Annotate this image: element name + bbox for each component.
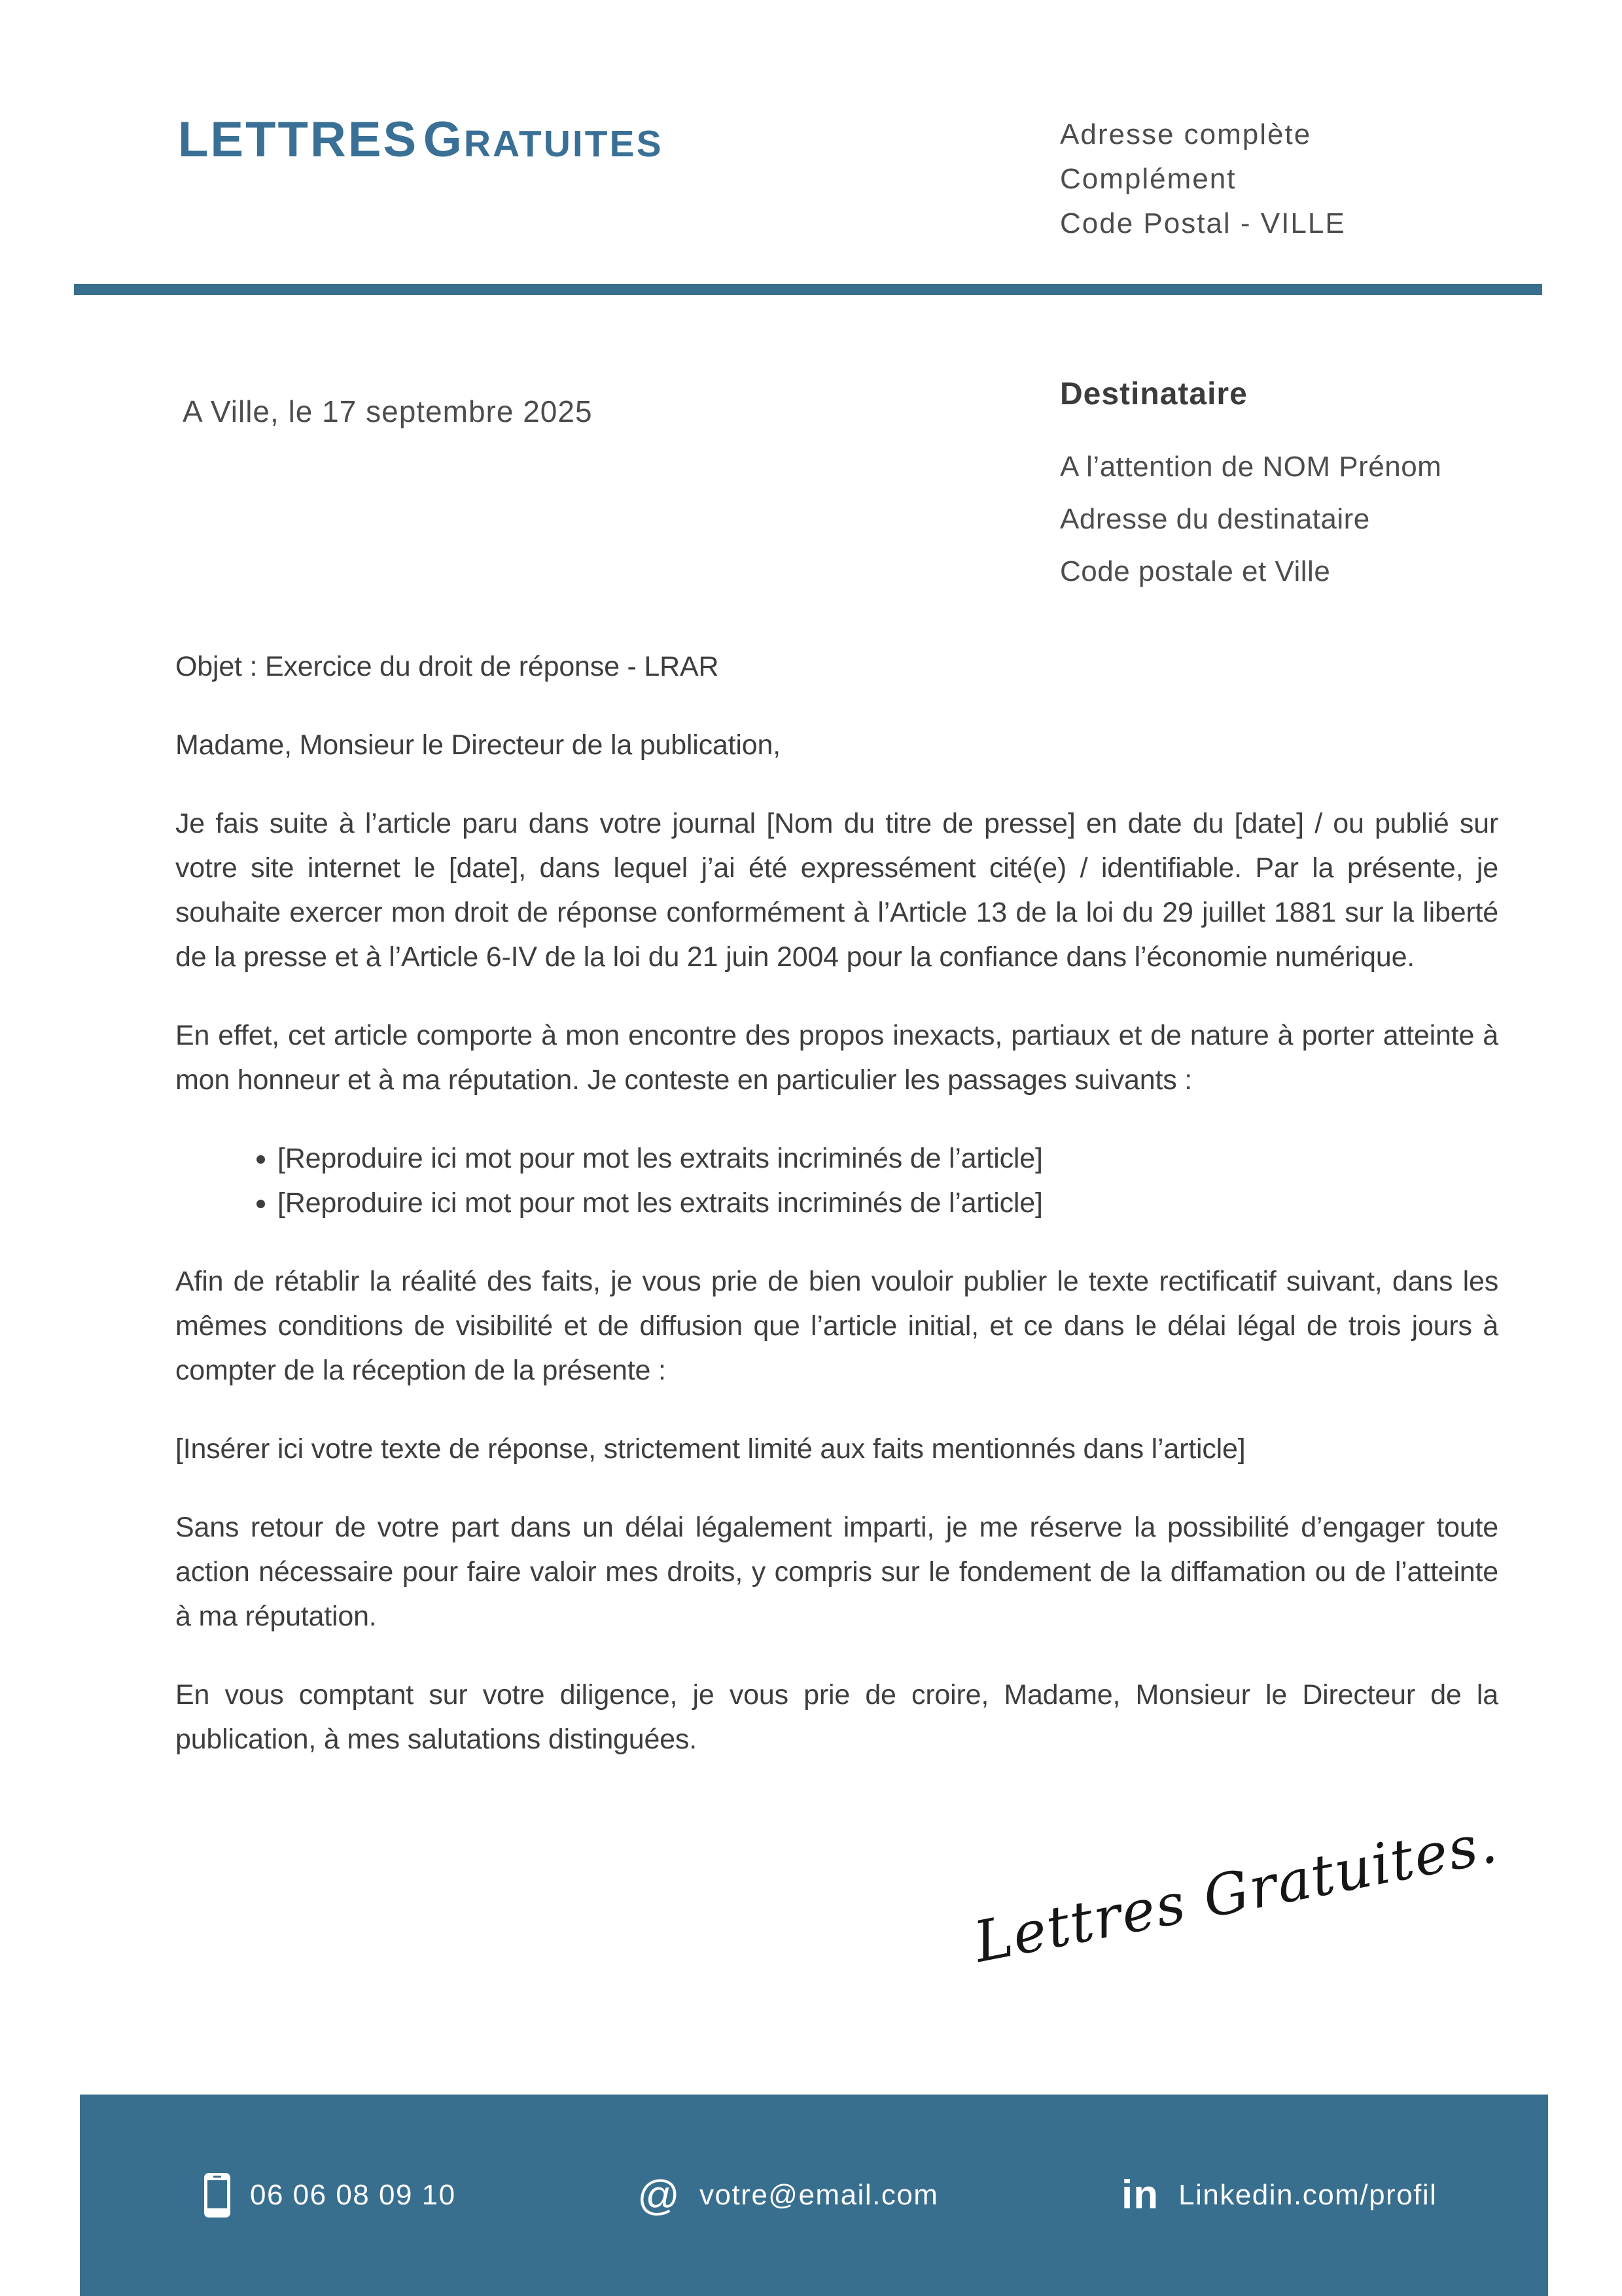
list-item: • [Reproduire ici mot pour mot les extraits incriminés de l’article] [277, 1136, 1498, 1181]
paragraph-warning: Sans retour de votre part dans un délai légalement imparti, je me réserve la possibilité d’engager toute action nécessaire pour faire valoir mes droits, y compris sur le fondement de la diffamation ou de l’atteinte à ma réputation. [175, 1512, 1498, 1632]
sender-address-line-3: Code Postal - VILLE [1060, 207, 1346, 239]
brand-logo-second-initial: G [423, 112, 464, 167]
recipient-block [1060, 376, 1531, 598]
sender-address-block [1060, 113, 1346, 246]
brand-logo-first-word: LETTRES [178, 112, 419, 167]
footer-bar [80, 2095, 1548, 2296]
header-divider-bar [74, 284, 1542, 295]
paragraph-closing: En vous comptant sur votre diligence, je vous prie de croire, Madame, Monsieur le Directeur de la publication, à mes salutations distinguées. [175, 1679, 1498, 1755]
linkedin-icon: in [1121, 2172, 1159, 2218]
sender-address-line-1: Adresse complète [1060, 118, 1312, 150]
recipient-line-3: Code postale et Ville [1060, 555, 1331, 587]
paragraph-intro: Je fais suite à l’article paru dans votre journal [Nom du titre de presse] en date du [date] / ou publié sur votre site internet le [date], dans lequel j’ai été expressément cité(e) / identifiable. Par la présente, je souhaite exercer mon droit de réponse conformément à l’Article 13 de la loi du 29 juillet 1881 sur la liberté de la presse et à l’Article 6-IV de la loi du 21 juin 2004 pour la confiance dans l’économie numérique. [175, 808, 1498, 973]
recipient-line-1: A l’attention de NOM Prénom [1060, 451, 1442, 483]
footer-linkedin-item [1121, 2095, 1437, 2296]
date-line: A Ville, le 17 septembre 2025 [183, 394, 593, 428]
handwritten-signature: Lettres Gratuites. [968, 1809, 1504, 1975]
insert-placeholder-line: [Insérer ici votre texte de réponse, strictement limité aux faits mentionnés dans l’article] [175, 1433, 1246, 1465]
footer-email-item [637, 2095, 938, 2296]
contested-passages-list [175, 1136, 1498, 1225]
brand-logo-second-rest: RATUITES [463, 123, 663, 165]
salutation: Madame, Monsieur le Directeur de la publication, [175, 729, 781, 761]
subject-line: Objet : Exercice du droit de réponse - LRAR [175, 651, 719, 682]
footer-linkedin-label: Linkedin.com/profil [1178, 2179, 1437, 2211]
list-item: • [Reproduire ici mot pour mot les extraits incriminés de l’article] [277, 1181, 1498, 1225]
paragraph-grievance: En effet, cet article comporte à mon encontre des propos inexacts, partiaux et de nature à porter atteinte à mon honneur et à ma réputation. Je conteste en particulier les passages suivants : [175, 1020, 1498, 1096]
letter-body [175, 644, 1498, 1796]
footer-phone-item [204, 2095, 456, 2296]
recipient-title: Destinataire [1060, 377, 1248, 411]
sender-address-line-2: Complément [1060, 163, 1237, 195]
paragraph-rectify: Afin de rétablir la réalité des faits, je vous prie de bien vouloir publier le texte rectificatif suivant, dans les mêmes conditions de visibilité et de diffusion que l’article initial, et ce dans le délai légal de trois jours à compter de la réception de la présente : [175, 1266, 1498, 1386]
at-sign-icon: @ [637, 2172, 680, 2219]
footer-phone-label: 06 06 08 09 10 [250, 2179, 456, 2211]
smartphone-icon [204, 2173, 230, 2218]
recipient-line-2: Adresse du destinataire [1060, 503, 1370, 535]
brand-logo [178, 112, 663, 167]
footer-email-label: votre@email.com [699, 2179, 939, 2211]
